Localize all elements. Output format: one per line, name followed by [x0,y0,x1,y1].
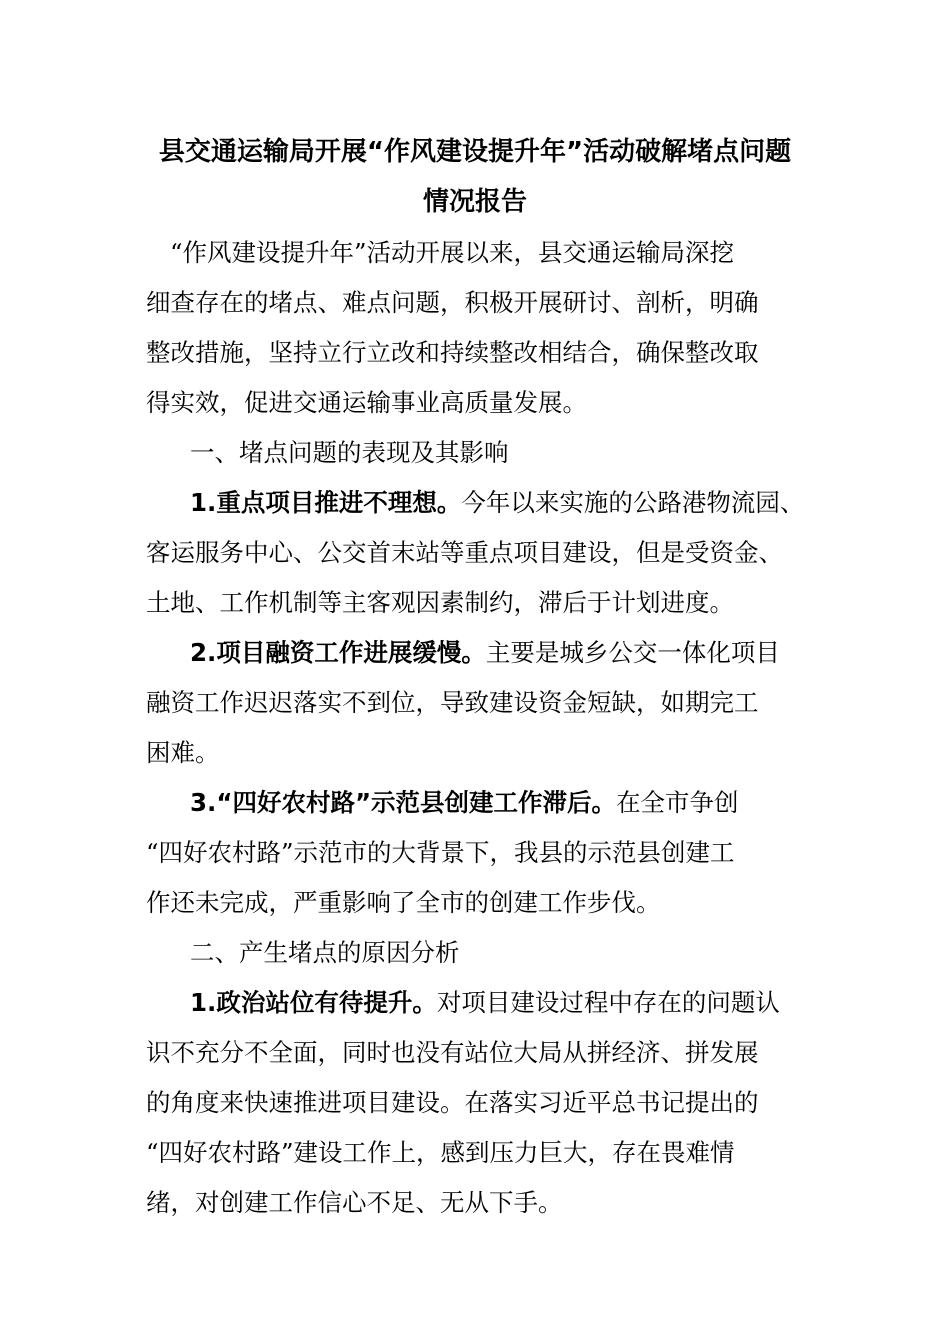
item-first-line [190,988,780,1018]
section-2-heading: 二、产生堵点的原因分析 [190,938,460,967]
item-first-line [190,488,804,518]
item-first-line [190,638,780,668]
document-title-line-2: 情况报告 [422,187,527,217]
item-lead: 1.重点项目推进不理想。 [190,488,462,517]
item-line: 的角度来快速推进项目建设。在落实习近平总书记提出的 [146,1088,759,1117]
intro-line: 整改措施，坚持立行立改和持续整改相结合，确保整改取 [146,338,759,367]
item-line: 困难。 [146,738,220,767]
item-line: “四好农村路”建设工作上，感到压力巨大，存在畏难情 [146,1138,735,1167]
item-lead: 1.政治站位有待提升。 [190,988,437,1017]
item-text: 在全市争创 [616,788,739,817]
item-line: “四好农村路”示范市的大背景下，我县的示范县创建工 [146,838,735,867]
intro-line: 得实效，促进交通运输事业高质量发展。 [146,388,587,417]
item-text: 对项目建设过程中存在的问题认 [436,988,780,1017]
item-line: 客运服务中心、公交首末站等重点项目建设，但是受资金、 [146,538,783,567]
item-text: 主要是城乡公交一体化项目 [485,638,780,667]
item-lead: 2.项目融资工作进展缓慢。 [190,638,486,667]
item-line: 识不充分不全面，同时也没有站位大局从拼经济、拼发展 [146,1038,759,1067]
section-1-heading: 一、堵点问题的表现及其影响 [190,438,509,467]
item-text: 今年以来实施的公路港物流园、 [461,488,805,517]
intro-line: 细查存在的堵点、难点问题，积极开展研讨、剖析，明确 [146,288,759,317]
item-first-line [190,788,739,818]
document-title-line-1: 县交通运输局开展“作风建设提升年”活动破解堵点问题 [158,137,792,167]
intro-line: “作风建设提升年”活动开展以来，县交通运输局深挖 [170,238,735,267]
item-line: 土地、工作机制等主客观因素制约，滞后于计划进度。 [146,588,734,617]
item-line: 融资工作迟迟落实不到位，导致建设资金短缺，如期完工 [146,688,759,717]
item-line: 绪，对创建工作信心不足、无从下手。 [146,1188,563,1217]
item-lead: 3.“四好农村路”示范县创建工作滞后。 [190,788,617,817]
item-line: 作还未完成，严重影响了全市的创建工作步伐。 [146,888,661,917]
